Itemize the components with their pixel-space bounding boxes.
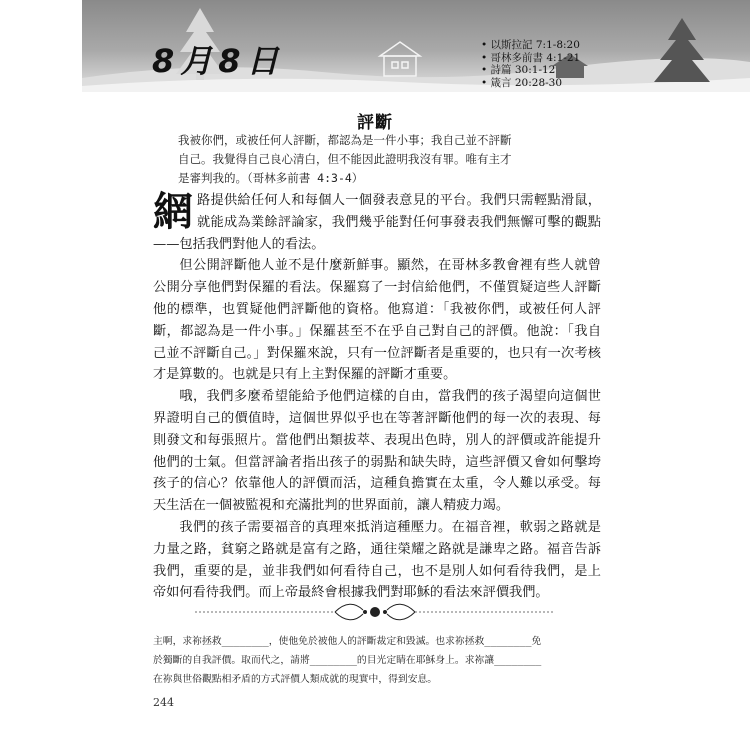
- paragraph-text: 路提供給任何人和每個人一個發表意見的平台。我們只需輕點滑鼠，就能成為業餘評論家，我們幾乎能對任何事發表我們無懈可擊的觀點——包括我們對他人的看法。: [153, 193, 601, 252]
- reading-item: • 以斯拉記 7:1-8:20: [481, 39, 580, 52]
- reading-list: [481, 39, 580, 89]
- page-number: 244: [153, 696, 174, 709]
- body-paragraph: 我們的孩子需要福音的真理來抵消這種壓力。在福音裡，軟弱之路就是力量之路，貧窮之路就是富有之路，通往榮耀之路就是謙卑之路。福音告訴我們，重要的是，並非我們如何看待自己，也不是別人如何看待我們，是上帝如何看待我們。而上帝最終會根據我們對耶穌的看法來評價我們。: [153, 519, 601, 601]
- prayer-section: [153, 632, 601, 689]
- prayer-line: 主啊，求祢拯救________，使他免於被他人的評斷裁定和毀滅。也求祢拯救________免: [153, 636, 542, 647]
- quote-line: 是審判我的。（哥林多前書 4:3-4）: [178, 171, 364, 185]
- quote-line: 我被你們，或被任何人評斷，都認為是一件小事；我自己並不評斷: [178, 133, 512, 147]
- reading-item: • 哥林多前書 4:1-21: [481, 52, 580, 65]
- page-title: 評斷: [357, 113, 393, 133]
- drop-cap: 網: [153, 189, 193, 235]
- body-paragraph: 哦，我們多麼希望能給予他們這樣的自由，當我們的孩子渴望向這個世界證明自己的價值時，這個世界似乎也在等著評斷他們的每一次的表現、每則發文和每張照片。當他們出類拔萃、表現出色時，別人的評價或許能提升他們的士氣。但當評論者指出孩子的弱點和缺失時，這些評價又會如何擊垮孩子的信心？依靠他人的評價而活，這種負擔實在太重，令人難以承受。每天生活在一個被監視和充滿批判的世界面前，讓人精疲力竭。: [153, 389, 601, 514]
- prayer-line: 於獨斷的自我評價。取而代之，請將________的目光定睛在耶穌身上。求祢讓________: [153, 655, 542, 666]
- date-heading: 8月8日: [152, 42, 285, 80]
- prayer-line: 在祢與世俗觀點相矛盾的方式評價人類成就的現實中，得到安息。: [153, 674, 438, 685]
- devotional-body: [153, 190, 601, 604]
- body-paragraph: 但公開評斷他人並不是什麼新鮮事。顯然，在哥林多教會裡有些人就曾公開分享他們對保羅的看法。保羅寫了一封信給他們，不僅質疑這些人評斷他的標準，也質疑他們評斷他的資格。他寫道：「我被你們，或被任何人評斷，都認為是一件小事。」保羅甚至不在乎自己對自己的評價。他說：「我自己並不評斷自己。」對保羅來說，只有一位評斷者是重要的，也只有一次考核才是算數的。也就是只有上主對保羅的評斷才重要。: [153, 258, 601, 383]
- scripture-quote: [178, 131, 578, 188]
- divider-ornament: [195, 600, 555, 624]
- reading-item: • 詩篇 30:1-12: [481, 64, 580, 77]
- body-paragraph: [153, 190, 601, 255]
- quote-line: 自己。我覺得自己良心清白，但不能因此證明我沒有罪。唯有主才: [178, 152, 512, 166]
- reading-item: • 箴言 20:28-30: [481, 77, 580, 90]
